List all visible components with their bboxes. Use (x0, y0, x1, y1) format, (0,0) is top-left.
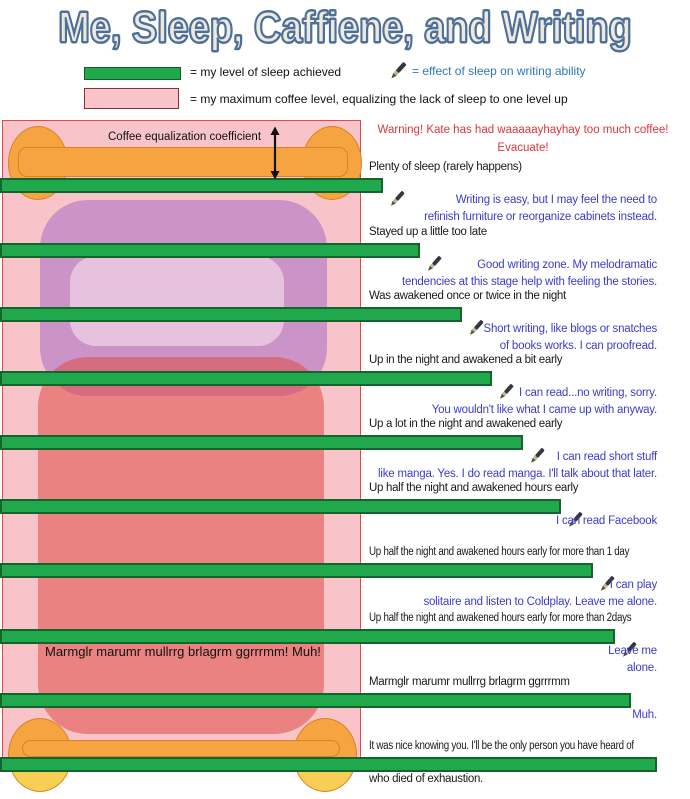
writing-effect-line: I can read Facebook (555, 515, 657, 527)
writing-effect-line: refinish furniture or reorganize cabinets instead. (424, 211, 657, 223)
writing-effect-text (230, 192, 657, 226)
sleep-level-label: Stayed up a little too late (369, 226, 487, 238)
warning-line-1: Warning! Kate has had waaaaayhayhay too much coffee! (377, 124, 669, 136)
writing-effect-text (230, 707, 657, 724)
writing-effect-text (230, 385, 657, 419)
mumble-text: Marmglr marumr mullrrg brlagrm ggrrrmm! Muh! (45, 644, 321, 659)
writing-effect-line: solitaire and listen to Coldplay. Leave me alone. (423, 596, 657, 608)
legend-coffee-swatch (84, 88, 179, 109)
writing-effect-line: Good writing zone. My melodramatic (477, 259, 657, 271)
sleep-level-label: Up a lot in the night and awakened early (369, 418, 563, 430)
writing-effect-line: Muh. (632, 709, 657, 721)
sleep-bar (0, 563, 593, 578)
bottom-axle (22, 740, 340, 757)
page-title: Me, Sleep, Caffiene, and Writing (58, 3, 632, 52)
writing-effect-line: Leave me (608, 645, 657, 657)
writing-effect-line: I can read short stuff (556, 451, 657, 463)
writing-effect-line: tendencies at this stage help with feeling the stories. (402, 276, 657, 288)
sleep-level-label-continued: who died of exhaustion. (369, 773, 483, 785)
sleep-level-label: Up half the night and awakened hours early for more than 1 day (369, 546, 630, 558)
writing-effect-text (230, 513, 657, 530)
writing-effect-line: Short writing, like blogs or snatches (483, 323, 657, 335)
writing-effect-text (230, 449, 657, 483)
writing-effect-line: You wouldn't like what I came up with anyway. (431, 404, 657, 416)
sleep-bar (0, 243, 420, 258)
writing-effect-line: Writing is easy, but I may feel the need to (455, 194, 657, 206)
legend-coffee-label: = my maximum coffee level, equalizing the lack of sleep to one level up (190, 92, 568, 106)
warning-text (368, 121, 678, 157)
writing-effect-line: like manga. Yes. I do read manga. I'll talk about that later. (378, 468, 657, 480)
sleep-bar (0, 499, 561, 514)
writing-effect-line: I can read...no writing, sorry. (518, 387, 657, 399)
legend-sleep-label: = my level of sleep achieved (190, 65, 342, 79)
sleep-level-label: Up in the night and awakened a bit early (369, 354, 563, 366)
sleep-bar (0, 757, 657, 772)
sleep-level-label: Was awakened once or twice in the night (369, 290, 566, 302)
warning-line-2: Evacuate! (497, 142, 549, 154)
sleep-level-label: Up half the night and awakened hours early (369, 482, 579, 494)
writing-effect-text (230, 577, 657, 611)
sleep-level-label: Up half the night and awakened hours early for more than 2days (369, 612, 632, 624)
writing-effect-text (230, 257, 657, 291)
sleep-level-label: Plenty of sleep (rarely happens) (369, 161, 522, 173)
sleep-bar (0, 371, 492, 386)
sleep-bar (0, 307, 462, 322)
writing-effect-line: alone. (626, 662, 657, 674)
writing-effect-text (230, 643, 657, 677)
sleep-bar (0, 435, 523, 450)
sleep-level-label: Marmglr marumr mullrrg brlagrm ggrrrmm (369, 676, 570, 688)
legend-pen-label: = effect of sleep on writing ability (412, 64, 586, 78)
writing-effect-line: of books works. I can proofread. (499, 340, 657, 352)
legend-sleep-swatch (84, 67, 181, 80)
writing-effect-text (230, 321, 657, 355)
sleep-level-label: It was nice knowing you. I'll be the only person you have heard of (369, 740, 634, 752)
sleep-bar (0, 629, 615, 644)
writing-effect-line: I can play (609, 579, 657, 591)
sleep-bar (0, 178, 383, 193)
pen-icon (388, 60, 408, 82)
coffee-coefficient-label: Coffee equalization coefficient (108, 131, 262, 143)
top-axle (18, 147, 348, 177)
double-arrow-icon (268, 126, 282, 180)
sleep-bar (0, 693, 631, 708)
